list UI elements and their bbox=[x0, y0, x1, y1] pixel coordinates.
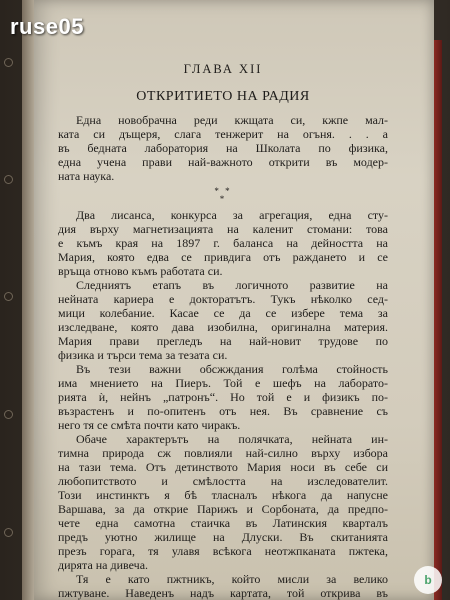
paragraph bbox=[58, 362, 388, 432]
text-line: една учена прави най-важното открити въ модер- bbox=[58, 155, 388, 169]
text-line: Тя е като пжтникъ, който мисли за велико bbox=[76, 572, 388, 586]
text-line: ната наука. bbox=[58, 169, 115, 183]
text-line: пжтуване. Наведенъ надъ картата, той открива въ bbox=[58, 586, 388, 600]
binding-hole bbox=[4, 292, 13, 301]
text-line: Варшава, за да открие Парижъ и Сорбоната, да предпо- bbox=[58, 502, 388, 516]
separator-stars: * * * bbox=[214, 186, 232, 204]
text-line: физика и търси тема за тезата си. bbox=[58, 348, 228, 362]
binding-hole bbox=[4, 175, 13, 184]
text-line: Обаче характерътъ на полячката, нейната ин- bbox=[76, 432, 388, 446]
text-line: чете една самотна стаичка въ Латинския кварталъ bbox=[58, 516, 388, 530]
text-line: има мнението на Пиеръ. Той е шефъ на лаборато- bbox=[58, 376, 388, 390]
marketplace-logo: b bbox=[414, 566, 442, 594]
chapter-title: ОТКРИТИЕТО НА РАДИЯ bbox=[136, 89, 310, 104]
paragraph bbox=[58, 113, 388, 183]
text-line: Този инстинктъ я бѣ тласналъ нѣкога да напусне bbox=[58, 488, 388, 502]
text-line: любопитството и смѣлостта на изследователит. bbox=[58, 474, 388, 488]
text-line: въ бедната лаборатория на Школата по физика, bbox=[58, 141, 388, 155]
paragraph bbox=[58, 572, 388, 600]
paragraph bbox=[58, 278, 388, 362]
text-line: Мария, която едва се привдига отъ раждането и се bbox=[58, 250, 388, 264]
text-line: тимна природа сж повлияли най-силно върху избора bbox=[58, 446, 388, 460]
text-line: мици колебание. Касае се да се избере тема за bbox=[58, 306, 388, 320]
binding-hole bbox=[4, 528, 13, 537]
text-line: на тази тема. Отъ детинството Мария носи въ себе си bbox=[58, 460, 388, 474]
page-text bbox=[58, 62, 388, 600]
text-line: презъ горага, тя улавя всѣкога неотжпканата пжтека, bbox=[58, 544, 388, 558]
watermark-logo: ruse05 bbox=[10, 14, 84, 39]
text-line: изследване, която дава изобилна, оригинална материя. bbox=[58, 320, 388, 334]
binding-hole bbox=[4, 410, 13, 419]
text-line: Два лисанса, конкурса за агрегация, една сту- bbox=[76, 208, 388, 222]
section-separator bbox=[58, 187, 388, 203]
text-line: възрастенъ и по-опитенъ отъ нея. Въ сравнение съ bbox=[58, 404, 388, 418]
chapter-heading: ГЛАВА XII bbox=[183, 62, 263, 76]
paragraph bbox=[58, 208, 388, 278]
text-line: връща отново къмъ работата си. bbox=[58, 264, 223, 278]
text-line: дирята на дивеча. bbox=[58, 558, 149, 572]
text-line: Мария прави прегледъ на най-новит трудове по bbox=[58, 334, 388, 348]
text-line: е къмъ края на 1897 г. баланса на дейността на bbox=[58, 236, 388, 250]
text-line: нейната кариера е докторатътъ. Тукъ нѣколко сед- bbox=[58, 292, 388, 306]
paragraph bbox=[58, 432, 388, 572]
text-line: дия върху магнетизацията на каленит стомани: това bbox=[58, 222, 388, 236]
cover-edge bbox=[434, 40, 442, 600]
text-line: Една новобрачна реди кжщата си, кжпе мал- bbox=[76, 113, 388, 127]
text-line: рията ѝ, нейнъ „патронъ“. Но той е и физикъ по- bbox=[58, 390, 388, 404]
binding-hole bbox=[4, 58, 13, 67]
text-line: Следниятъ етапъ въ логичното развитие на bbox=[76, 278, 388, 292]
text-line: Въ тези важни обсжждания голѣма стойность bbox=[76, 362, 388, 376]
text-line: ката си дъщеря, слага тенжерит на огъня. . . а bbox=[58, 127, 388, 141]
text-line: него тя се смѣта почти като чиракъ. bbox=[58, 418, 241, 432]
text-line: предъ уютно жилище на Длуски. Въ скитанията bbox=[58, 530, 388, 544]
